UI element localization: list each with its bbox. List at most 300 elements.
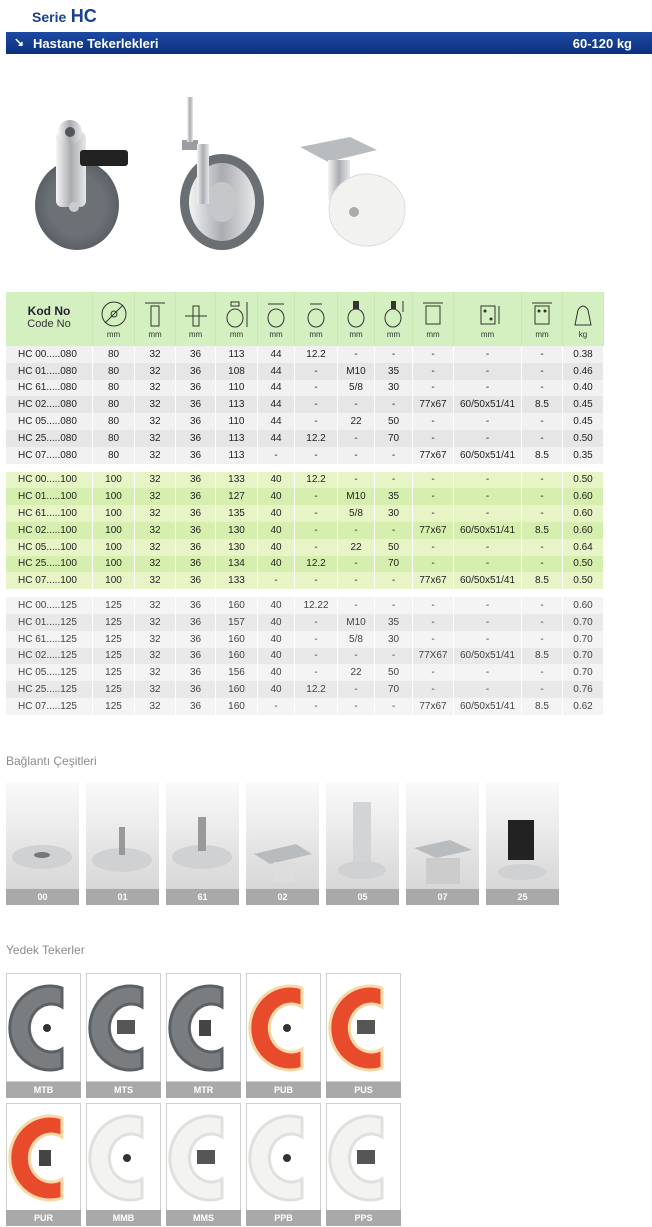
- table-cell: 0.35: [563, 447, 604, 464]
- table-cell: -: [454, 664, 522, 681]
- table-cell: 44: [258, 346, 295, 363]
- table-cell: -: [258, 447, 295, 464]
- table-cell: 22: [338, 539, 375, 556]
- table-cell: 40: [258, 681, 295, 698]
- table-cell: -: [413, 597, 454, 614]
- group-separator: [6, 464, 604, 472]
- castor-with-brake-photo: [35, 120, 128, 250]
- offset-icon: [262, 300, 290, 328]
- spare-wheel-label: PPB: [246, 1210, 321, 1226]
- table-cell: 80: [93, 346, 135, 363]
- table-cell: 77x67: [413, 522, 454, 539]
- table-cell: -: [413, 472, 454, 489]
- code-cell: HC 61.....125: [6, 631, 93, 648]
- code-cell: HC 25.....080: [6, 430, 93, 447]
- table-cell: 40: [258, 614, 295, 631]
- spare-wheel-image-pps: [326, 1103, 401, 1212]
- connection-image-01: [86, 782, 159, 889]
- table-cell: -: [522, 614, 563, 631]
- table-cell: 70: [375, 556, 413, 573]
- table-cell: 36: [176, 631, 216, 648]
- table-cell: 36: [176, 556, 216, 573]
- col-bolt-hole: [295, 292, 338, 346]
- table-cell: -: [338, 572, 375, 589]
- col-total-height: [216, 292, 258, 346]
- table-cell: 0.70: [563, 614, 604, 631]
- table-cell: 70: [375, 430, 413, 447]
- plate-size-icon: [419, 300, 447, 328]
- table-row: [6, 522, 604, 539]
- table-cell: 113: [216, 396, 258, 413]
- table-cell: -: [375, 648, 413, 665]
- spare-wheel-label: PPS: [326, 1210, 401, 1226]
- table-cell: -: [454, 413, 522, 430]
- table-cell: 35: [375, 614, 413, 631]
- table-cell: 160: [216, 648, 258, 665]
- spare-wheel-label: MTB: [6, 1082, 81, 1098]
- spare-wheel-image-ppb: [246, 1103, 321, 1212]
- code-cell: HC 07.....100: [6, 572, 93, 589]
- table-cell: 35: [375, 363, 413, 380]
- group-separator: [6, 589, 604, 597]
- table-row: [6, 413, 604, 430]
- total-height-icon: [223, 300, 251, 328]
- table-cell: 110: [216, 380, 258, 397]
- spare-wheel-image-pub: [246, 973, 321, 1082]
- table-cell: -: [454, 346, 522, 363]
- table-cell: 44: [258, 430, 295, 447]
- unit-label: mm: [148, 330, 162, 339]
- table-cell: -: [522, 631, 563, 648]
- table-cell: -: [522, 597, 563, 614]
- table-cell: 100: [93, 522, 135, 539]
- table-cell: 36: [176, 522, 216, 539]
- table-cell: -: [258, 572, 295, 589]
- col-stem-length: [375, 292, 413, 346]
- table-cell: -: [413, 664, 454, 681]
- table-cell: 44: [258, 413, 295, 430]
- connection-label: 05: [326, 889, 399, 905]
- table-cell: 60/50x51/41: [454, 396, 522, 413]
- table-cell: -: [295, 572, 338, 589]
- table-cell: 100: [93, 572, 135, 589]
- series-code: HC: [70, 6, 97, 26]
- table-cell: -: [522, 346, 563, 363]
- table-cell: 36: [176, 380, 216, 397]
- connection-image-61: [166, 782, 239, 889]
- col-diameter: [93, 292, 135, 346]
- table-cell: 32: [135, 413, 176, 430]
- table-cell: -: [295, 648, 338, 665]
- table-cell: -: [454, 488, 522, 505]
- table-cell: 32: [135, 681, 176, 698]
- table-row: [6, 346, 604, 363]
- table-cell: 36: [176, 430, 216, 447]
- spare-wheel-image-mtr: [166, 973, 241, 1082]
- connection-label: 61: [166, 889, 239, 905]
- table-cell: -: [375, 698, 413, 715]
- table-cell: -: [522, 430, 563, 447]
- table-row: [6, 363, 604, 380]
- code-cell: HC 07.....125: [6, 698, 93, 715]
- unit-label: kg: [578, 330, 588, 339]
- table-cell: 0.40: [563, 380, 604, 397]
- banner-title: Hastane Tekerlekleri: [33, 36, 159, 51]
- table-cell: -: [258, 698, 295, 715]
- code-cell: HC 61.....100: [6, 505, 93, 522]
- table-cell: 125: [93, 614, 135, 631]
- table-cell: 32: [135, 380, 176, 397]
- table-cell: 40: [258, 597, 295, 614]
- table-cell: 125: [93, 681, 135, 698]
- table-cell: 8.5: [522, 572, 563, 589]
- table-cell: 0.45: [563, 413, 604, 430]
- table-cell: 12.2: [295, 681, 338, 698]
- table-cell: -: [338, 648, 375, 665]
- code-cell: HC 01.....080: [6, 363, 93, 380]
- code-cell: HC 02.....080: [6, 396, 93, 413]
- table-cell: 5/8: [338, 380, 375, 397]
- unit-label: mm: [229, 330, 244, 339]
- table-cell: -: [375, 472, 413, 489]
- bolt-diameter-icon: [528, 300, 556, 328]
- connection-image-02: [246, 782, 319, 889]
- table-cell: 40: [258, 648, 295, 665]
- table-cell: 8.5: [522, 648, 563, 665]
- table-row: [6, 664, 604, 681]
- table-cell: -: [413, 556, 454, 573]
- spare-wheel-label: MTS: [86, 1082, 161, 1098]
- table-cell: 36: [176, 447, 216, 464]
- col-offset: [258, 292, 295, 346]
- load-range: 60-120 kg: [572, 36, 632, 51]
- table-cell: -: [522, 664, 563, 681]
- table-cell: 36: [176, 346, 216, 363]
- table-cell: 0.70: [563, 648, 604, 665]
- table-row: [6, 614, 604, 631]
- table-cell: 80: [93, 380, 135, 397]
- unit-label: mm: [188, 330, 203, 339]
- code-cell: HC 02.....125: [6, 648, 93, 665]
- hub-length-icon: [182, 300, 210, 328]
- table-cell: 8.5: [522, 522, 563, 539]
- table-cell: 70: [375, 681, 413, 698]
- unit-label: mm: [426, 330, 440, 339]
- table-cell: 0.64: [563, 539, 604, 556]
- table-cell: 30: [375, 380, 413, 397]
- table-cell: 36: [176, 614, 216, 631]
- table-row: [6, 488, 604, 505]
- code-cell: HC 05.....080: [6, 413, 93, 430]
- table-row: [6, 572, 604, 589]
- table-cell: 8.5: [522, 396, 563, 413]
- table-cell: -: [413, 380, 454, 397]
- table-cell: 110: [216, 413, 258, 430]
- table-cell: -: [413, 505, 454, 522]
- connection-label: 01: [86, 889, 159, 905]
- table-cell: 32: [135, 556, 176, 573]
- table-cell: 125: [93, 648, 135, 665]
- table-cell: 8.5: [522, 698, 563, 715]
- table-cell: 108: [216, 363, 258, 380]
- table-cell: 50: [375, 413, 413, 430]
- table-cell: 22: [338, 413, 375, 430]
- code-cell: HC 00.....080: [6, 346, 93, 363]
- table-cell: -: [338, 681, 375, 698]
- table-cell: 32: [135, 505, 176, 522]
- table-cell: -: [338, 597, 375, 614]
- bolt-hole-icon: [302, 300, 330, 328]
- table-cell: 77x67: [413, 698, 454, 715]
- table-cell: -: [522, 472, 563, 489]
- table-cell: 157: [216, 614, 258, 631]
- code-cell: HC 05.....100: [6, 539, 93, 556]
- table-row: [6, 472, 604, 489]
- table-cell: -: [295, 522, 338, 539]
- code-cell: HC 01.....100: [6, 488, 93, 505]
- table-row: [6, 505, 604, 522]
- arrow-down-right-icon: ↘: [14, 35, 25, 49]
- table-cell: 36: [176, 363, 216, 380]
- code-cell: HC 61.....080: [6, 380, 93, 397]
- product-photos: [32, 92, 432, 252]
- connection-image-00: [6, 782, 79, 889]
- spare-wheel-label: MMB: [86, 1210, 161, 1226]
- table-cell: -: [295, 698, 338, 715]
- table-cell: 40: [258, 539, 295, 556]
- unit-label: mm: [480, 330, 495, 339]
- table-cell: 77x67: [413, 572, 454, 589]
- spare-wheel-label: PUB: [246, 1082, 321, 1098]
- table-cell: -: [413, 681, 454, 698]
- thread-icon: [342, 300, 370, 328]
- bolt-spacing-icon: [474, 300, 502, 328]
- table-cell: 0.70: [563, 631, 604, 648]
- table-cell: 32: [135, 363, 176, 380]
- table-cell: 125: [93, 664, 135, 681]
- table-cell: 40: [258, 488, 295, 505]
- table-cell: 32: [135, 447, 176, 464]
- table-cell: 0.50: [563, 430, 604, 447]
- castor-stem-photo: [180, 97, 264, 250]
- table-cell: -: [522, 505, 563, 522]
- table-cell: -: [295, 363, 338, 380]
- group-125: [6, 597, 604, 715]
- table-cell: 60/50x51/41: [454, 447, 522, 464]
- table-cell: -: [522, 380, 563, 397]
- table-cell: 80: [93, 447, 135, 464]
- table-cell: 32: [135, 614, 176, 631]
- table-cell: 40: [258, 472, 295, 489]
- table-cell: 125: [93, 597, 135, 614]
- connection-image-05: [326, 782, 399, 889]
- code-header: [6, 292, 93, 346]
- spare-wheel-image-pus: [326, 973, 401, 1082]
- table-cell: -: [454, 556, 522, 573]
- table-cell: 60/50x51/41: [454, 572, 522, 589]
- table-cell: 0.50: [563, 572, 604, 589]
- table-cell: -: [338, 346, 375, 363]
- table-cell: -: [295, 488, 338, 505]
- table-cell: -: [375, 447, 413, 464]
- table-cell: 44: [258, 363, 295, 380]
- table-cell: 32: [135, 631, 176, 648]
- spare-wheel-image-mmb: [86, 1103, 161, 1212]
- specification-table: [6, 292, 604, 715]
- table-cell: -: [413, 488, 454, 505]
- table-cell: 0.76: [563, 681, 604, 698]
- table-cell: 30: [375, 631, 413, 648]
- table-cell: 130: [216, 522, 258, 539]
- table-cell: 32: [135, 597, 176, 614]
- table-cell: 32: [135, 664, 176, 681]
- col-plate-size: [413, 292, 454, 346]
- table-cell: 100: [93, 505, 135, 522]
- col-hub-length: [176, 292, 216, 346]
- table-cell: 0.60: [563, 488, 604, 505]
- connections-title: Bağlantı Çeşitleri: [6, 754, 97, 768]
- code-cell: HC 00.....100: [6, 472, 93, 489]
- table-cell: 100: [93, 488, 135, 505]
- table-cell: 80: [93, 413, 135, 430]
- code-cell: HC 02.....100: [6, 522, 93, 539]
- code-cell: HC 25.....125: [6, 681, 93, 698]
- table-cell: 22: [338, 664, 375, 681]
- table-cell: -: [338, 556, 375, 573]
- table-cell: 160: [216, 631, 258, 648]
- table-cell: 35: [375, 488, 413, 505]
- code-sublabel: Code No: [27, 318, 71, 330]
- spare-wheel-label: PUR: [6, 1210, 81, 1226]
- table-cell: -: [295, 664, 338, 681]
- table-cell: 125: [93, 631, 135, 648]
- table-cell: -: [413, 614, 454, 631]
- spare-wheel-image-mms: [166, 1103, 241, 1212]
- code-cell: HC 07.....080: [6, 447, 93, 464]
- table-cell: -: [295, 614, 338, 631]
- table-cell: 0.50: [563, 472, 604, 489]
- connection-image-07: [406, 782, 479, 889]
- table-cell: 100: [93, 539, 135, 556]
- table-cell: -: [413, 413, 454, 430]
- table-cell: 12.2: [295, 556, 338, 573]
- unit-label: mm: [269, 330, 283, 339]
- col-bolt-spacing: [454, 292, 522, 346]
- unit-label: mm: [106, 330, 121, 339]
- spare-wheel-label: MTR: [166, 1082, 241, 1098]
- table-cell: -: [454, 631, 522, 648]
- table-cell: 36: [176, 572, 216, 589]
- table-cell: 77x67: [413, 396, 454, 413]
- table-cell: 0.46: [563, 363, 604, 380]
- table-cell: 40: [258, 556, 295, 573]
- table-cell: -: [295, 396, 338, 413]
- table-cell: -: [338, 522, 375, 539]
- code-cell: HC 00.....125: [6, 597, 93, 614]
- table-cell: 12.2: [295, 472, 338, 489]
- connection-label: 02: [246, 889, 319, 905]
- table-cell: 77X67: [413, 648, 454, 665]
- connection-label: 00: [6, 889, 79, 905]
- table-cell: 113: [216, 430, 258, 447]
- table-cell: 32: [135, 539, 176, 556]
- table-row: [6, 648, 604, 665]
- table-cell: 160: [216, 698, 258, 715]
- stem-length-icon: [380, 300, 408, 328]
- table-cell: 8.5: [522, 447, 563, 464]
- table-cell: -: [413, 539, 454, 556]
- code-cell: HC 05.....125: [6, 664, 93, 681]
- code-cell: HC 25.....100: [6, 556, 93, 573]
- table-cell: -: [522, 556, 563, 573]
- table-cell: 0.62: [563, 698, 604, 715]
- spare-wheel-label: PUS: [326, 1082, 401, 1098]
- unit-label: mm: [309, 330, 323, 339]
- table-cell: 40: [258, 522, 295, 539]
- table-cell: -: [454, 614, 522, 631]
- table-cell: 12.2: [295, 346, 338, 363]
- table-cell: -: [413, 430, 454, 447]
- table-cell: 100: [93, 472, 135, 489]
- table-cell: -: [454, 363, 522, 380]
- code-label: Kod No: [27, 304, 71, 318]
- table-cell: 0.45: [563, 396, 604, 413]
- table-cell: 32: [135, 430, 176, 447]
- table-cell: M10: [338, 488, 375, 505]
- table-cell: -: [454, 505, 522, 522]
- table-cell: 36: [176, 505, 216, 522]
- table-cell: 5/8: [338, 505, 375, 522]
- table-cell: -: [522, 413, 563, 430]
- table-cell: 36: [176, 539, 216, 556]
- table-cell: 60/50x51/41: [454, 698, 522, 715]
- unit-label: mm: [349, 330, 363, 339]
- table-cell: 0.38: [563, 346, 604, 363]
- table-row: [6, 447, 604, 464]
- col-thread: [338, 292, 375, 346]
- group-080: [6, 346, 604, 464]
- table-cell: -: [338, 472, 375, 489]
- table-cell: 32: [135, 648, 176, 665]
- table-cell: 135: [216, 505, 258, 522]
- table-cell: 0.50: [563, 556, 604, 573]
- col-wheel-width: [135, 292, 176, 346]
- table-row: [6, 631, 604, 648]
- table-row: [6, 380, 604, 397]
- table-cell: -: [375, 396, 413, 413]
- table-cell: -: [338, 430, 375, 447]
- table-cell: 32: [135, 396, 176, 413]
- connection-label: 07: [406, 889, 479, 905]
- table-cell: -: [375, 597, 413, 614]
- table-cell: 50: [375, 539, 413, 556]
- table-cell: 100: [93, 556, 135, 573]
- series-heading: [32, 6, 97, 27]
- table-cell: 36: [176, 698, 216, 715]
- table-cell: -: [295, 539, 338, 556]
- table-cell: 160: [216, 597, 258, 614]
- col-bolt-diameter: [522, 292, 563, 346]
- table-cell: 113: [216, 447, 258, 464]
- table-cell: -: [295, 505, 338, 522]
- spare-wheel-image-mtb: [6, 973, 81, 1082]
- table-cell: 36: [176, 472, 216, 489]
- table-cell: -: [295, 447, 338, 464]
- table-cell: 0.60: [563, 522, 604, 539]
- table-cell: 44: [258, 380, 295, 397]
- table-cell: 0.60: [563, 505, 604, 522]
- unit-label: mm: [386, 330, 401, 339]
